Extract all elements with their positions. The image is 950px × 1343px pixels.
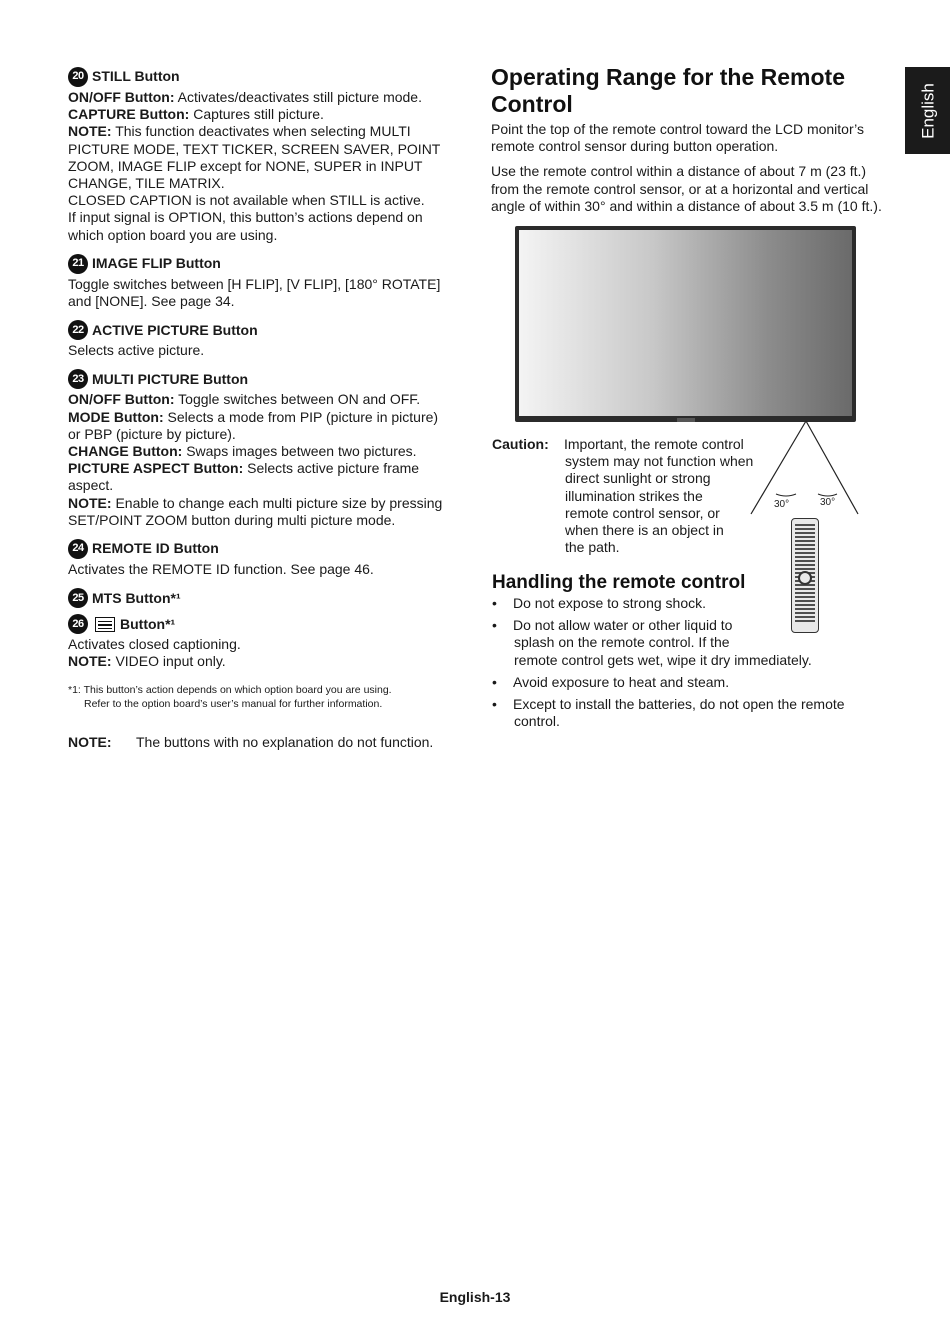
intro-paragraph: Point the top of the remote control toward the LCD monitor’s remote control sensor during button operation.	[491, 121, 865, 155]
item-number-badge: 26	[68, 614, 88, 634]
item-number-badge: 23	[68, 369, 88, 389]
footnote: *1: This button’s action depends on which option board you are using. Refer to the option board’s user’s manual for further information.	[68, 683, 392, 710]
section-title: MTS Button*¹	[92, 589, 181, 606]
section-title: REMOTE ID Button	[92, 540, 219, 557]
mts-section	[68, 587, 456, 609]
distance-paragraph: Use the remote control within a distance of about 7 m (23 ft.) from the remote control sensor, or at a horizontal and vertical angle of within 30° and within a distance of about 3.5 m (10 ft.).	[491, 163, 882, 214]
closed-caption-icon	[95, 617, 115, 632]
lcd-monitor-illustration	[515, 226, 856, 422]
section-heading: Handling the remote control	[492, 572, 746, 593]
closed-caption-section: 26 Button*¹ Activates closed captioning. NOTE: VIDEO input only.	[68, 615, 241, 670]
item-number-badge: 24	[68, 539, 88, 559]
right-column	[491, 64, 891, 215]
caution-block: Caution: Important, the remote control system may not function when direct sunlight or strong illumination strikes the remote control sensor, or when there is an object in the path.	[492, 436, 754, 556]
item-number-badge: 20	[68, 67, 88, 87]
left-column	[68, 66, 456, 751]
section-title: IMAGE FLIP Button	[92, 255, 221, 272]
section-title: Button*¹	[120, 615, 176, 632]
section-title: ACTIVE PICTURE Button	[92, 321, 258, 338]
item-number-badge: 25	[68, 588, 88, 608]
still-button-section: 20 STILL Button ON/OFF Button: Activates/deactivates still picture mode. CAPTURE Button: Captures still picture. NOTE: This function deactivates when selecting MULTI PICTURE MODE, TEXT TICKER, SCREEN SAVER, POINT ZOOM, IMAGE FLIP except for NONE, SUPER in INPUT CHANGE, TILE MATRIX. CLOSED CAPTION is not available when STILL is active. If input signal is OPTION, this button’s actions depend on which option board you are using.	[68, 68, 441, 243]
handling-section: Handling the remote control • Do not expose to strong shock. • Do not allow water or other liquid to splash on the remote control. If the remote control gets wet, wipe it dry immediately. • Avoid exposure to heat and steam. • Except to install the batteries, do not open the remote control.	[492, 572, 892, 730]
list-item: • Do not expose to strong shock.	[492, 595, 706, 611]
list-item: • Do not allow water or other liquid to	[492, 617, 733, 634]
section-title: MULTI PICTURE Button	[92, 370, 249, 387]
page-title: Operating Range for the Remote Control	[491, 64, 845, 117]
item-number-badge: 22	[68, 320, 88, 340]
language-tab	[905, 67, 950, 154]
active-picture-section: 22 ACTIVE PICTURE Button Selects active picture.	[68, 321, 258, 359]
general-note: NOTE: The buttons with no explanation do not function.	[68, 733, 434, 750]
image-flip-section: 21 IMAGE FLIP Button Toggle switches between [H FLIP], [V FLIP], [180° ROTATE] and [NONE]. See page 34.	[68, 255, 441, 310]
section-title: STILL Button	[92, 68, 180, 85]
monitor-screen	[519, 230, 852, 416]
page-number: English-13	[439, 1289, 511, 1305]
language-tab-label: English	[917, 82, 937, 139]
angle-label-left: 30°	[774, 499, 790, 510]
angle-label-right: 30°	[820, 497, 836, 508]
item-number-badge: 21	[68, 254, 88, 274]
remote-sensor	[677, 418, 695, 422]
list-item: • Except to install the batteries, do not open the remote	[492, 696, 845, 713]
multi-picture-section: 23 MULTI PICTURE Button ON/OFF Button: Toggle switches between ON and OFF. MODE Button: Selects a mode from PIP (picture in picture) or PBP (picture by picture). CHANGE Button: Swaps images between two pictures. PICTURE ASPECT Button: Selects active picture frame aspect. NOTE: Enable to change each multi picture size by pressing SET/POINT ZOOM button during multi picture mode.	[68, 370, 443, 528]
list-item: • Avoid exposure to heat and steam.	[492, 673, 730, 690]
remote-id-section: 24 REMOTE ID Button Activates the REMOTE ID function. See page 46.	[68, 540, 374, 578]
